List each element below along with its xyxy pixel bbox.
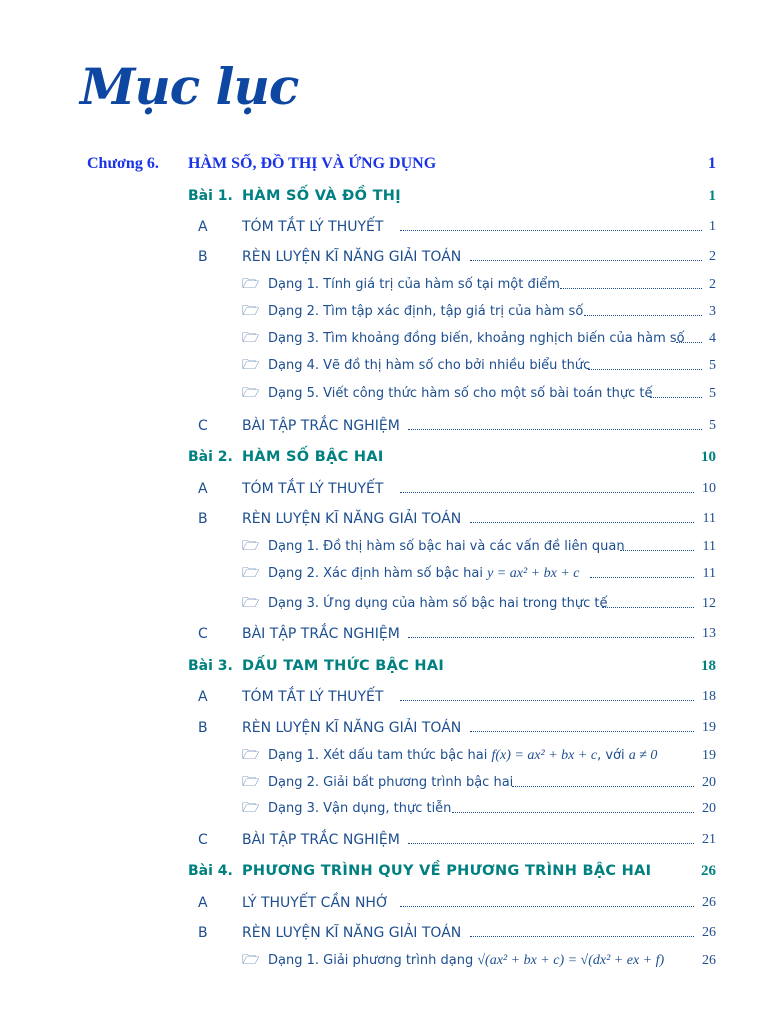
toc-chapter-row[interactable] <box>0 153 768 175</box>
item-title: Dạng 1. Đồ thị hàm số bậc hai và các vấn đề liên quan <box>268 539 625 554</box>
folder-open-icon: 🗁 <box>242 800 260 816</box>
item-page: 5 <box>709 358 716 373</box>
item-page: 5 <box>709 386 716 401</box>
section-letter: A <box>198 895 208 911</box>
section-page: 19 <box>702 720 716 735</box>
toc-section-row[interactable] <box>0 829 768 851</box>
leader-dots <box>400 492 694 493</box>
toc-section-row[interactable] <box>0 478 768 500</box>
folder-open-icon: 🗁 <box>242 952 260 968</box>
leader-dots <box>400 700 694 701</box>
leader-dots <box>512 786 694 787</box>
section-title: RÈN LUYỆN KĨ NĂNG GIẢI TOÁN <box>242 249 462 265</box>
item-formula: √(ax² + bx + c) = √(dx² + ex + f) <box>477 953 665 968</box>
leader-dots <box>400 906 694 907</box>
item-title <box>268 950 664 972</box>
toc-item-row[interactable] <box>0 593 768 615</box>
item-title: Dạng 5. Viết công thức hàm số cho một số bài toán thực tế <box>268 386 653 401</box>
leader-dots <box>470 260 702 261</box>
section-page: 21 <box>702 832 716 847</box>
section-page: 11 <box>702 511 716 526</box>
section-page: 10 <box>702 481 716 496</box>
folder-open-icon: 🗁 <box>242 276 260 292</box>
toc-section-row[interactable] <box>0 508 768 530</box>
section-title: RÈN LUYỆN KĨ NĂNG GIẢI TOÁN <box>242 511 462 527</box>
folder-open-icon: 🗁 <box>242 774 260 790</box>
leader-dots <box>588 369 702 370</box>
folder-open-icon: 🗁 <box>242 385 260 401</box>
leader-dots <box>452 812 694 813</box>
leader-dots <box>590 577 694 578</box>
item-title: Dạng 1. Tính giá trị của hàm số tại một điểm <box>268 277 560 292</box>
leader-dots <box>602 607 694 608</box>
section-title: BÀI TẬP TRẮC NGHIỆM <box>242 832 400 848</box>
lesson-title: DẤU TAM THỨC BẬC HAI <box>242 658 445 674</box>
lesson-page: 26 <box>701 863 716 879</box>
section-page: 2 <box>709 249 716 264</box>
item-title: Dạng 2. Giải bất phương trình bậc hai <box>268 775 514 790</box>
toc-section-row[interactable] <box>0 623 768 645</box>
item-text: Dạng 2. Xác định hàm số bậc hai <box>268 566 483 581</box>
leader-dots <box>620 550 694 551</box>
item-page: 19 <box>702 748 716 763</box>
section-letter: A <box>198 689 208 705</box>
folder-open-icon: 🗁 <box>242 330 260 346</box>
section-letter: B <box>198 511 208 527</box>
chapter-title: HÀM SỐ, ĐỒ THỊ VÀ ỨNG DỤNG <box>188 155 437 172</box>
folder-open-icon: 🗁 <box>242 747 260 763</box>
item-title: Dạng 3. Ứng dụng của hàm số bậc hai trong thực tế <box>268 596 608 611</box>
toc-section-row[interactable] <box>0 216 768 238</box>
item-formula: f(x) = ax² + bx + c <box>491 748 598 763</box>
chapter-page: 1 <box>708 155 716 172</box>
folder-open-icon: 🗁 <box>242 538 260 554</box>
section-title: RÈN LUYỆN KĨ NĂNG GIẢI TOÁN <box>242 720 462 736</box>
item-page: 11 <box>702 566 716 581</box>
toc-item-row[interactable] <box>0 355 768 377</box>
toc-lesson-row[interactable] <box>0 655 768 677</box>
section-page: 1 <box>709 219 716 234</box>
section-letter: B <box>198 925 208 941</box>
toc-item-row[interactable] <box>0 383 768 405</box>
leader-dots <box>676 342 702 343</box>
item-page: 2 <box>709 277 716 292</box>
toc-lesson-row[interactable] <box>0 185 768 207</box>
section-letter: B <box>198 249 208 265</box>
section-letter: C <box>198 418 208 434</box>
toc-item-row[interactable] <box>0 301 768 323</box>
toc-item-row[interactable] <box>0 328 768 350</box>
lesson-page: 18 <box>701 658 716 674</box>
item-formula: y = ax² + bx + c <box>487 566 580 581</box>
lesson-page: 1 <box>708 188 716 204</box>
chapter-label: Chương 6. <box>87 155 159 172</box>
section-page: 5 <box>709 418 716 433</box>
item-suffix: , với <box>597 748 625 763</box>
toc-section-row[interactable] <box>0 686 768 708</box>
leader-dots <box>408 429 702 430</box>
item-title <box>268 745 657 767</box>
toc-heading: Mục lục <box>80 57 299 116</box>
folder-open-icon: 🗁 <box>242 303 260 319</box>
section-letter: C <box>198 626 208 642</box>
section-letter: C <box>198 832 208 848</box>
section-page: 18 <box>702 689 716 704</box>
folder-open-icon: 🗁 <box>242 357 260 373</box>
section-page: 26 <box>702 925 716 940</box>
toc-item-row[interactable] <box>0 772 768 794</box>
toc-item-row[interactable] <box>0 536 768 558</box>
leader-dots <box>470 522 694 523</box>
item-page: 12 <box>702 596 716 611</box>
leader-dots <box>400 230 702 231</box>
leader-dots <box>408 637 694 638</box>
toc-item-row[interactable] <box>0 274 768 296</box>
leader-dots <box>560 288 702 289</box>
item-text: Dạng 1. Xét dấu tam thức bậc hai <box>268 748 488 763</box>
lesson-title: HÀM SỐ VÀ ĐỒ THỊ <box>242 188 401 204</box>
toc-item-row[interactable] <box>0 798 768 820</box>
item-page: 20 <box>702 801 716 816</box>
toc-section-row[interactable] <box>0 717 768 739</box>
section-title: LÝ THUYẾT CẦN NHỚ <box>242 895 389 911</box>
section-title: BÀI TẬP TRẮC NGHIỆM <box>242 626 400 642</box>
toc-item-row[interactable] <box>0 950 768 972</box>
section-title: TÓM TẮT LÝ THUYẾT <box>242 481 384 497</box>
toc-section-row[interactable] <box>0 246 768 268</box>
lesson-label: Bài 1. <box>188 188 233 204</box>
section-page: 13 <box>702 626 716 641</box>
section-title: RÈN LUYỆN KĨ NĂNG GIẢI TOÁN <box>242 925 462 941</box>
item-page: 3 <box>709 304 716 319</box>
section-title: TÓM TẮT LÝ THUYẾT <box>242 219 384 235</box>
leader-dots <box>408 843 694 844</box>
lesson-label: Bài 2. <box>188 449 233 465</box>
item-page: 11 <box>702 539 716 554</box>
leader-dots <box>650 397 702 398</box>
lesson-title: PHƯƠNG TRÌNH QUY VỀ PHƯƠNG TRÌNH BẬC HAI <box>242 863 652 879</box>
lesson-label: Bài 4. <box>188 863 233 879</box>
leader-dots <box>470 731 694 732</box>
section-letter: B <box>198 720 208 736</box>
item-title: Dạng 3. Tìm khoảng đồng biến, khoảng nghịch biến của hàm số <box>268 331 685 346</box>
section-page: 26 <box>702 895 716 910</box>
section-title: BÀI TẬP TRẮC NGHIỆM <box>242 418 400 434</box>
toc-lesson-row[interactable] <box>0 860 768 882</box>
folder-open-icon: 🗁 <box>242 595 260 611</box>
section-letter: A <box>198 219 208 235</box>
toc-lesson-row[interactable] <box>0 446 768 468</box>
toc-section-row[interactable] <box>0 892 768 914</box>
folder-open-icon: 🗁 <box>242 565 260 581</box>
lesson-label: Bài 3. <box>188 658 233 674</box>
toc-section-row[interactable] <box>0 415 768 437</box>
leader-dots <box>584 315 702 316</box>
section-letter: A <box>198 481 208 497</box>
section-title: TÓM TẮT LÝ THUYẾT <box>242 689 384 705</box>
item-page: 4 <box>709 331 716 346</box>
item-page: 20 <box>702 775 716 790</box>
leader-dots <box>470 936 694 937</box>
item-page: 26 <box>702 953 716 968</box>
toc-section-row[interactable] <box>0 922 768 944</box>
toc-item-row[interactable] <box>0 563 768 585</box>
toc-item-row[interactable] <box>0 745 768 767</box>
item-condition: a ≠ 0 <box>628 748 658 763</box>
lesson-page: 10 <box>701 449 716 465</box>
item-text: Dạng 1. Giải phương trình dạng <box>268 953 474 968</box>
lesson-title: HÀM SỐ BẬC HAI <box>242 449 384 465</box>
item-title: Dạng 2. Tìm tập xác định, tập giá trị của hàm số <box>268 304 584 319</box>
item-title <box>268 563 580 585</box>
item-title: Dạng 3. Vận dụng, thực tiễn <box>268 801 452 816</box>
item-title: Dạng 4. Vẽ đồ thị hàm số cho bởi nhiều biểu thức <box>268 358 591 373</box>
